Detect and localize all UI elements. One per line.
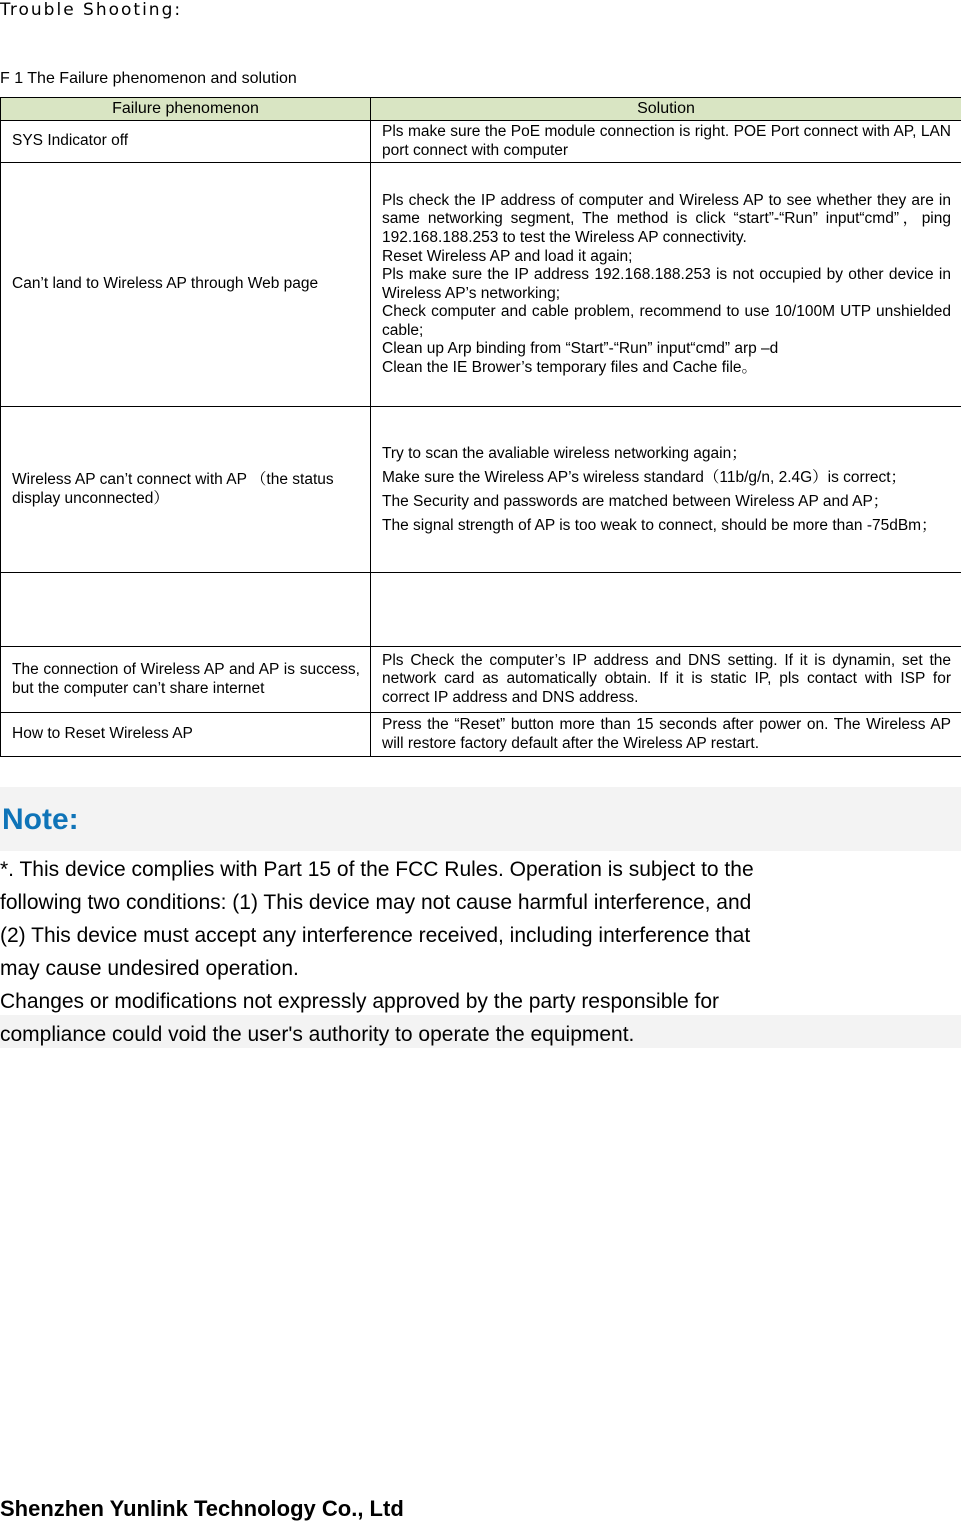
solution-line: Pls Check the computer’s IP address and DNS setting. If it is dynamin, set the network card as automatically obtain. If it is static IP, pls contact with ISP for correct IP address and DNS address. bbox=[382, 651, 951, 706]
phenomenon-cell bbox=[1, 573, 371, 647]
phenomenon-cell: Wireless AP can’t connect with AP （the status display unconnected） bbox=[1, 407, 371, 573]
solution-line: Reset Wireless AP and load it again; bbox=[382, 247, 633, 265]
table-header-row bbox=[1, 98, 961, 121]
phenomenon-cell: Can’t land to Wireless AP through Web page bbox=[1, 163, 371, 407]
solution-line: Pls check the IP address of computer and Wireless AP to see whether they are in same networking segment, The method is click “start”-“Run” input“cmd”，ping 192.168.188.253 to test the Wireless AP connectivity. bbox=[382, 191, 951, 246]
solution-cell bbox=[371, 121, 961, 163]
phenomenon-cell: SYS Indicator off bbox=[1, 121, 371, 163]
table-row-empty bbox=[1, 573, 961, 647]
note-band bbox=[0, 787, 961, 851]
table-row bbox=[1, 647, 961, 713]
page-title: Trouble Shooting: bbox=[0, 0, 183, 20]
table-row bbox=[1, 121, 961, 163]
table-row bbox=[1, 407, 961, 573]
solution-line: Pls make sure the PoE module connection is right. POE Port connect with AP, LAN port connect with computer bbox=[382, 123, 951, 159]
note-line: following two conditions: (1) This device may not cause harmful interference, and bbox=[0, 891, 752, 914]
solution-line: Make sure the Wireless AP’s wireless standard（11b/g/n, 2.4G）is correct； bbox=[382, 468, 907, 486]
header-solution: Solution bbox=[371, 98, 961, 121]
table-caption: F 1 The Failure phenomenon and solution bbox=[0, 70, 297, 87]
solution-cell bbox=[371, 647, 961, 713]
solution-line: Press the “Reset” button more than 15 seconds after power on. The Wireless AP will restore factory default after the Wireless AP restart. bbox=[382, 716, 951, 752]
solution-line: The Security and passwords are matched between Wireless AP and AP； bbox=[382, 492, 889, 510]
table-row bbox=[1, 163, 961, 407]
table-row bbox=[1, 713, 961, 757]
solution-cell bbox=[371, 573, 961, 647]
note-line: compliance could void the user's authority to operate the equipment. bbox=[0, 1023, 635, 1046]
note-body bbox=[0, 853, 754, 1051]
solution-cell bbox=[371, 407, 961, 573]
solution-line: Clean up Arp binding from “Start”-“Run” input“cmd” arp –d bbox=[382, 340, 779, 358]
note-line: may cause undesired operation. bbox=[0, 957, 299, 980]
phenomenon-cell: The connection of Wireless AP and AP is success, but the computer can’t share internet bbox=[1, 647, 371, 713]
solution-line: Clean the IE Brower’s temporary files and Cache file。 bbox=[382, 359, 758, 377]
troubleshooting-table bbox=[0, 97, 961, 757]
header-phenomenon: Failure phenomenon bbox=[1, 98, 371, 121]
solution-line: Pls make sure the IP address 192.168.188.253 is not occupied by other device in Wireless AP’s networking; bbox=[382, 266, 951, 302]
solution-line: Try to scan the avaliable wireless networking again； bbox=[382, 444, 747, 462]
solution-cell bbox=[371, 713, 961, 757]
note-line: Changes or modifications not expressly approved by the party responsible for bbox=[0, 990, 720, 1013]
note-line: *. This device complies with Part 15 of the FCC Rules. Operation is subject to the bbox=[0, 858, 754, 881]
note-line: (2) This device must accept any interference received, including interference that bbox=[0, 924, 751, 947]
solution-cell bbox=[371, 163, 961, 407]
solution-line: Check computer and cable problem, recommend to use 10/100M UTP unshielded cable; bbox=[382, 303, 951, 339]
note-title: Note: bbox=[2, 803, 79, 836]
company-footer: Shenzhen Yunlink Technology Co., Ltd bbox=[0, 1496, 404, 1521]
phenomenon-cell: How to Reset Wireless AP bbox=[1, 713, 371, 757]
solution-line: The signal strength of AP is too weak to connect, should be more than -75dBm； bbox=[382, 516, 937, 534]
